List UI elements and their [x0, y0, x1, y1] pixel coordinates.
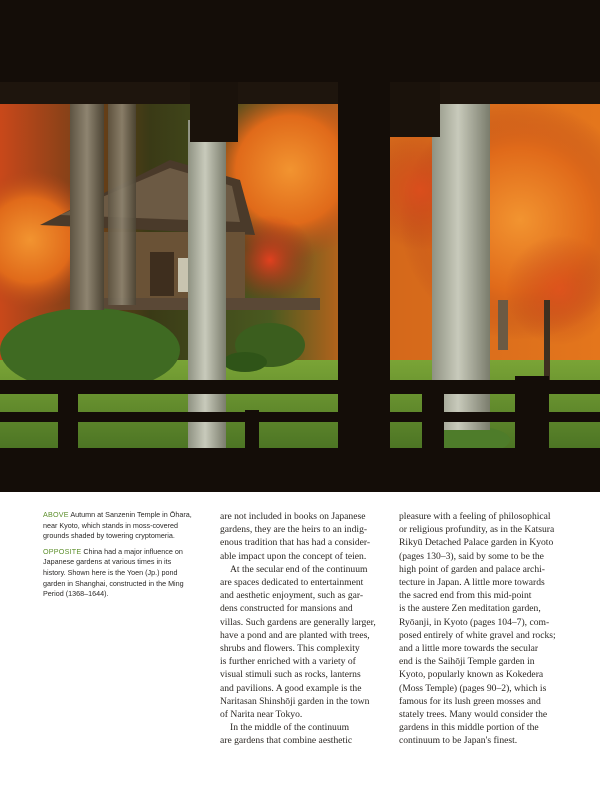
text-line: able impact upon the concept of teien.: [220, 550, 367, 562]
text-line: and a little more towards the secular: [399, 643, 539, 655]
text-line: have a pond and are planted with trees,: [220, 629, 370, 641]
text-line: pleasure with a feeling of philosophical: [399, 511, 551, 522]
captions: [43, 510, 193, 605]
text-line: continuum to be Japan's finest.: [399, 735, 518, 747]
text-line: or religious profundity, as in the Katsura: [399, 524, 555, 536]
text-line: are spaces dedicated to entertainment: [220, 577, 364, 589]
text-line: is further enriched with a variety of: [220, 656, 356, 668]
text-line: gardens, they are the heirs to an indig-: [220, 524, 368, 536]
text-line: Kyoto, popularly known as Kokedera: [399, 669, 544, 681]
text-line: famous for its lush green mosses and: [399, 695, 541, 707]
paragraph-1: [220, 510, 371, 563]
text-line: high point of garden and palace archi-: [399, 563, 545, 575]
text-line: shrubs and flowers. This complexity: [220, 643, 360, 655]
text-line: and aesthetic enjoyment, such as gar-: [220, 590, 364, 602]
text-line: end is the Saihōji Temple garden in: [399, 656, 535, 668]
text-line: are not included in books on Japanese: [220, 511, 366, 522]
text-line: are gardens that combine aesthetic: [220, 735, 353, 747]
cryptomeria-trunk: [188, 120, 226, 450]
text-line: visual stimuli such as rocks, lanterns: [220, 669, 361, 681]
body-column-2: [399, 510, 565, 748]
text-line: and pavilions. A good example is the: [220, 682, 362, 694]
caption-label-above: ABOVE: [43, 510, 69, 519]
text-line: (Moss Temple) (pages 90–2), which is: [399, 682, 547, 694]
text-line: is the austere Zen meditation garden,: [399, 603, 541, 615]
text-line: tecture in Japan. A little more towards: [399, 577, 545, 589]
text-line: Ryōanji, in Kyoto (pages 104–7), com-: [399, 616, 550, 628]
caption-above: [43, 510, 193, 542]
caption-opposite: [43, 547, 193, 600]
body-column-1: [220, 510, 376, 748]
text-line: villas. Such gardens are generally larger,: [220, 616, 376, 628]
text-line: enous tradition that has had a consider-: [220, 537, 371, 549]
text-line: At the secular end of the continuum: [230, 563, 368, 575]
text-line: In the middle of the continuum: [230, 722, 350, 734]
cryptomeria-trunk: [70, 100, 104, 310]
text-line: the sacred end from this mid-point: [399, 590, 532, 602]
paragraph-continued: [399, 510, 565, 748]
text-line: dens constructed for mansions and: [220, 603, 353, 615]
text-line: (pages 130–3), said by some to be the: [399, 550, 544, 562]
caption-text-above: Autumn at Sanzenin Temple in Ōhara, near Kyoto, which stands in moss-covered grounds shaded by towering cryptomeria.: [43, 510, 192, 541]
cryptomeria-trunk: [432, 90, 490, 430]
text-line: stately trees. Many would consider the: [399, 709, 548, 721]
text-line: of Narita near Tokyo.: [220, 709, 303, 721]
caption-label-opposite: OPPOSITE: [43, 546, 82, 556]
text-line: Naritasan Shinshōji garden in the town: [220, 695, 370, 707]
text-line: posed entirely of white gravel and rocks;: [399, 629, 556, 641]
text-line: Rikyū Detached Palace garden in Kyoto: [399, 537, 554, 549]
text-line: gardens in this middle portion of the: [399, 722, 539, 734]
paragraph-2: [220, 563, 376, 721]
paragraph-3: [220, 721, 368, 747]
caption-text-opposite: China had a major influence on Japanese gardens at various times in its history. Shown here is the Yoen (Jp.) pond garden in Shanghai, constructed in the Ming Period (1368–1644).: [43, 546, 184, 599]
